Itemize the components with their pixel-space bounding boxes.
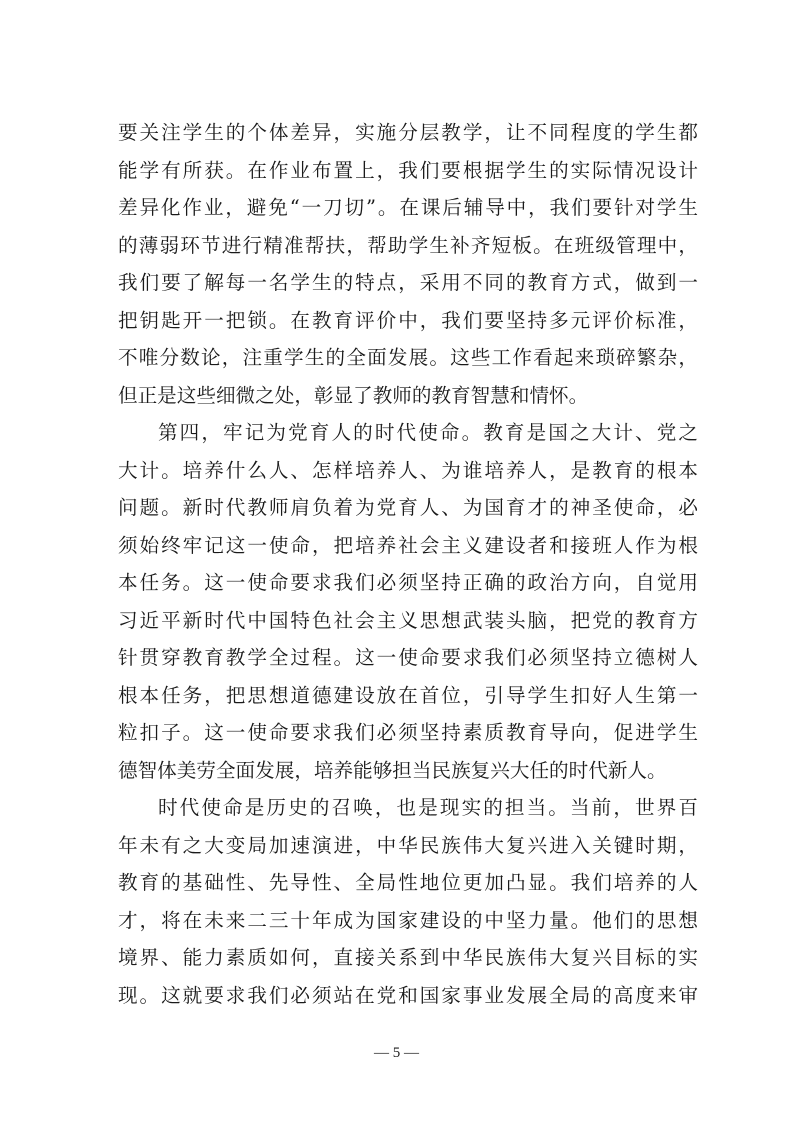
text-line: 但正是这些细微之处，彰显了教师的教育智慧和情怀。 (118, 383, 589, 407)
text-line: 把钥匙开一把锁。在教育评价中，我们要坚持多元评价标准， (118, 308, 698, 332)
text-line: 年未有之大变局加速演进，中华民族伟大复兴进入关键时期， (118, 833, 698, 857)
text-line: 差异化作业，避免“一刀切”。在课后辅导中，我们要针对学生 (118, 196, 698, 219)
text-line: 大计。培养什么人、怎样培养人、为谁培养人，是教育的根本 (118, 458, 698, 482)
text-line: 根本任务，把思想道德建设放在首位，引导学生扣好人生第一 (118, 683, 698, 707)
paragraph (118, 414, 698, 789)
text-line: 须始终牢记这一使命，把培养社会主义建设者和接班人作为根 (118, 533, 698, 557)
body-text (118, 114, 698, 1014)
text-line: 我们要了解每一名学生的特点，采用不同的教育方式，做到一 (118, 271, 698, 294)
text-line: 第四，牢记为党育人的时代使命。教育是国之大计、党之 (158, 421, 698, 444)
text-line: 粒扣子。这一使命要求我们必须坚持素质教育导向，促进学生 (118, 721, 698, 744)
text-line: 教育的基础性、先导性、全局性地位更加凸显。我们培养的人 (118, 871, 698, 894)
paragraph (118, 114, 698, 414)
text-line: 要关注学生的个体差异，实施分层教学，让不同程度的学生都 (118, 121, 698, 144)
text-line: 的薄弱环节进行精准帮扶，帮助学生补齐短板。在班级管理中， (118, 233, 698, 257)
text-line: 时代使命是历史的召唤，也是现实的担当。当前，世界百 (158, 796, 698, 819)
text-line: 不唯分数论，注重学生的全面发展。这些工作看起来琐碎繁杂， (118, 346, 698, 369)
paragraph (118, 789, 698, 1014)
text-line: 境界、能力素质如何，直接关系到中华民族伟大复兴目标的实 (118, 946, 698, 969)
text-line: 才，将在未来二三十年成为国家建设的中坚力量。他们的思想 (118, 908, 698, 932)
text-line: 问题。新时代教师肩负着为党育人、为国育才的神圣使命，必 (118, 496, 698, 519)
page-number: — 5 — (374, 1045, 419, 1061)
text-line: 现。这就要求我们必须站在党和国家事业发展全局的高度来审 (118, 983, 698, 1007)
text-line: 本任务。这一使命要求我们必须坚持正确的政治方向，自觉用 (118, 571, 698, 594)
text-line: 习近平新时代中国特色社会主义思想武装头脑，把党的教育方 (118, 608, 698, 632)
text-line: 针贯穿教育教学全过程。这一使命要求我们必须坚持立德树人 (118, 646, 698, 669)
text-line: 德智体美劳全面发展，培养能够担当民族复兴大任的时代新人。 (118, 758, 667, 782)
text-line: 能学有所获。在作业布置上，我们要根据学生的实际情况设计 (118, 158, 698, 182)
